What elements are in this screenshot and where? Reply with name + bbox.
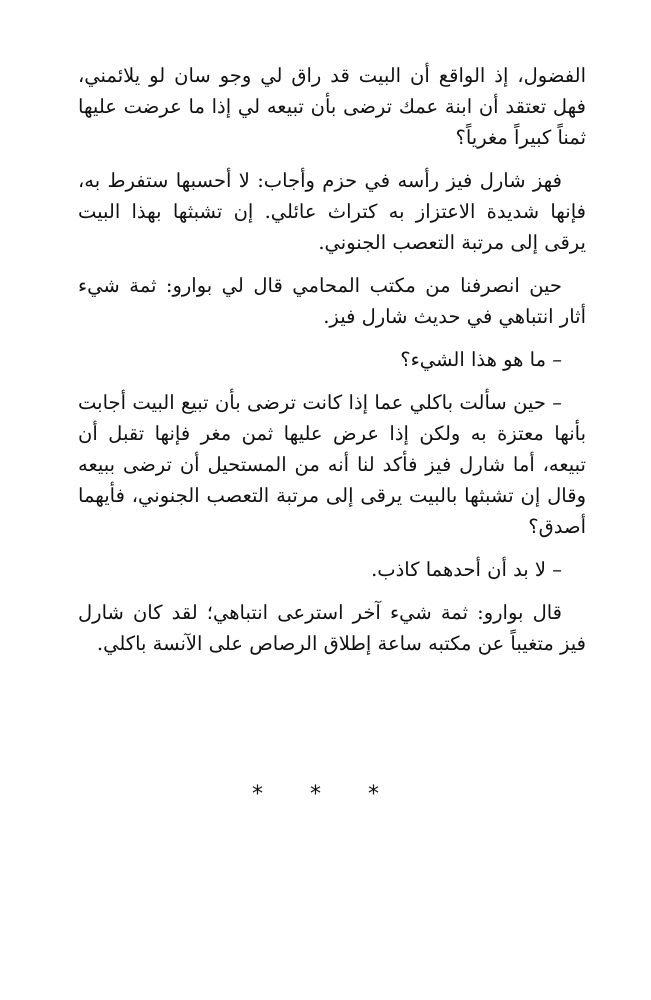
paragraph: حين انصرفنا من مكتب المحامي قال لي بوارو: ثمة شيء أثار انتباهي في حديث شارل فيز. [78, 274, 586, 328]
paragraph: قال بوارو: ثمة شيء آخر استرعى انتباهي؛ لقد كان شارل فيز متغيباً عن مكتبه ساعة إطلاق الرصاص على الآنسة باكلي. [78, 601, 586, 655]
paragraph: فهز شارل فيز رأسه في حزم وأجاب: لا أحسبها ستفرط به، فإنها شديدة الاعتزاز به كتراث عائلي. إن تشبثها بهذا البيت يرقى إلى مرتبة التعصب الجنوني. [78, 169, 586, 254]
dialogue-line: – ما هو هذا الشيء؟ [400, 348, 562, 371]
book-page-text [78, 60, 586, 671]
dialogue-line: – لا بد أن أحدهما كاذب. [371, 558, 562, 581]
dialogue-line: – حين سألت باكلي عما إذا كانت ترضى بأن تبيع البيت أجابت بأنها معتزة به ولكن إذا عرض عليها ثمن مغر فإنها تقبل أن تبيعه، أما شارل فيز فأكد لنا أنه من المستحيل أن ترضى ببيعه وقال إن تشبثها بالبيت يرقى إلى مرتبة التعصب الجنوني، فأيهما أصدق؟ [78, 391, 586, 538]
paragraph: الفضول، إذ الواقع أن البيت قد راق لي وجو سان لو يلائمني، فهل تعتقد أن ابنة عمك ترضى بأن تبيعه لي إذا ما عرضت عليها ثمناً كبيراً مغرياً؟ [78, 64, 586, 149]
section-break-stars: * * * [252, 782, 399, 807]
